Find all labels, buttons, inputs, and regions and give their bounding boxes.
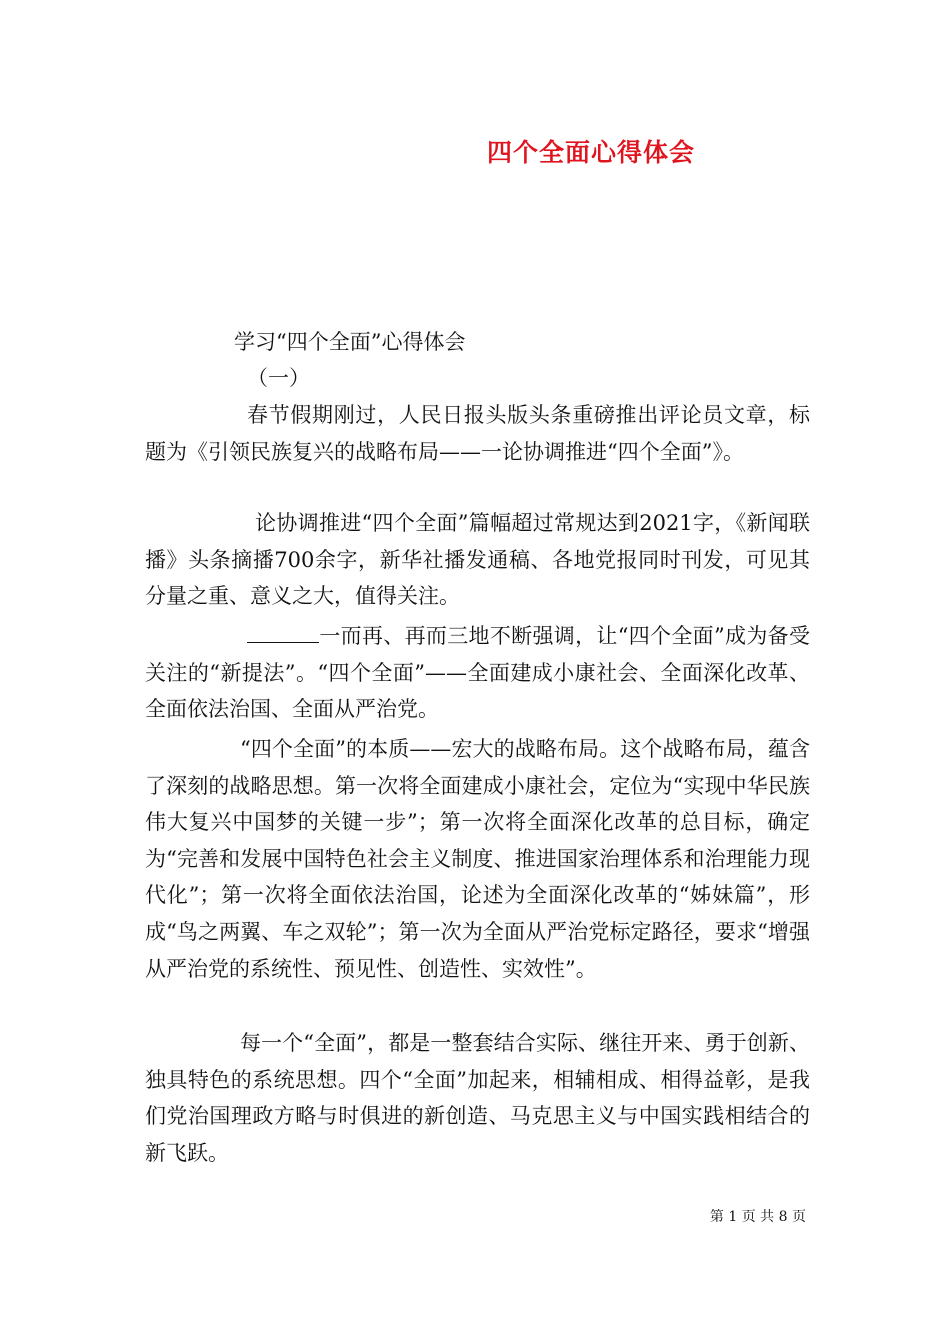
page-footer: 第 1 页 共 8 页	[709, 1209, 806, 1225]
paragraph-4: “四个全面”的本质——宏大的战略布局。这个战略布局，蕴含了深刻的战略思想。第一次将全面建成小康社会，定位为“实现中华民族伟大复兴中国梦的关键一步”；第一次将全面深化改革的总目标，确定为“完善和发展中国特色社会主义制度、推进国家治理体系和治理能力现代化”；第一次将全面依法治国，论述为全面深化改革的“姊妹篇”，形成“鸟之两翼、车之双轮”；第一次为全面从严治党标定路径，要求“增强从严治党的系统性、预见性、创造性、实效性”。	[145, 737, 810, 981]
paragraph-3	[145, 618, 810, 728]
paragraph-1: 春节假期刚过，人民日报头版头条重磅推出评论员文章，标题为《引领民族复兴的战略布局——一论协调推进“四个全面”》。	[145, 403, 810, 464]
paragraph-2: 论协调推进“四个全面”篇幅超过常规达到2021字，《新闻联播》头条摘播700余字，新华社播发通稿、各地党报同时刊发，可见其分量之重、意义之大，值得关注。	[145, 511, 810, 609]
subtitle: 学习“四个全面”心得体会	[234, 330, 466, 354]
paragraph-3-text: 一而再、再而三地不断强调，让“四个全面”成为备受关注的“新提法”。“四个全面”——全面建成小康社会、全面深化改革、全面依法治国、全面从严治党。	[145, 624, 810, 722]
paragraph-5: 每一个“全面”，都是一整套结合实际、继往开来、勇于创新、独具特色的系统思想。四个“全面”加起来，相辅相成、相得益彰，是我们党治国理政方略与时俱进的新创造、马克思主义与中国实践相结合的新飞跃。	[145, 1031, 810, 1165]
fill-in-blank	[247, 624, 319, 643]
section-number: （一）	[247, 366, 310, 390]
document-title: 四个全面心得体会	[487, 138, 696, 167]
